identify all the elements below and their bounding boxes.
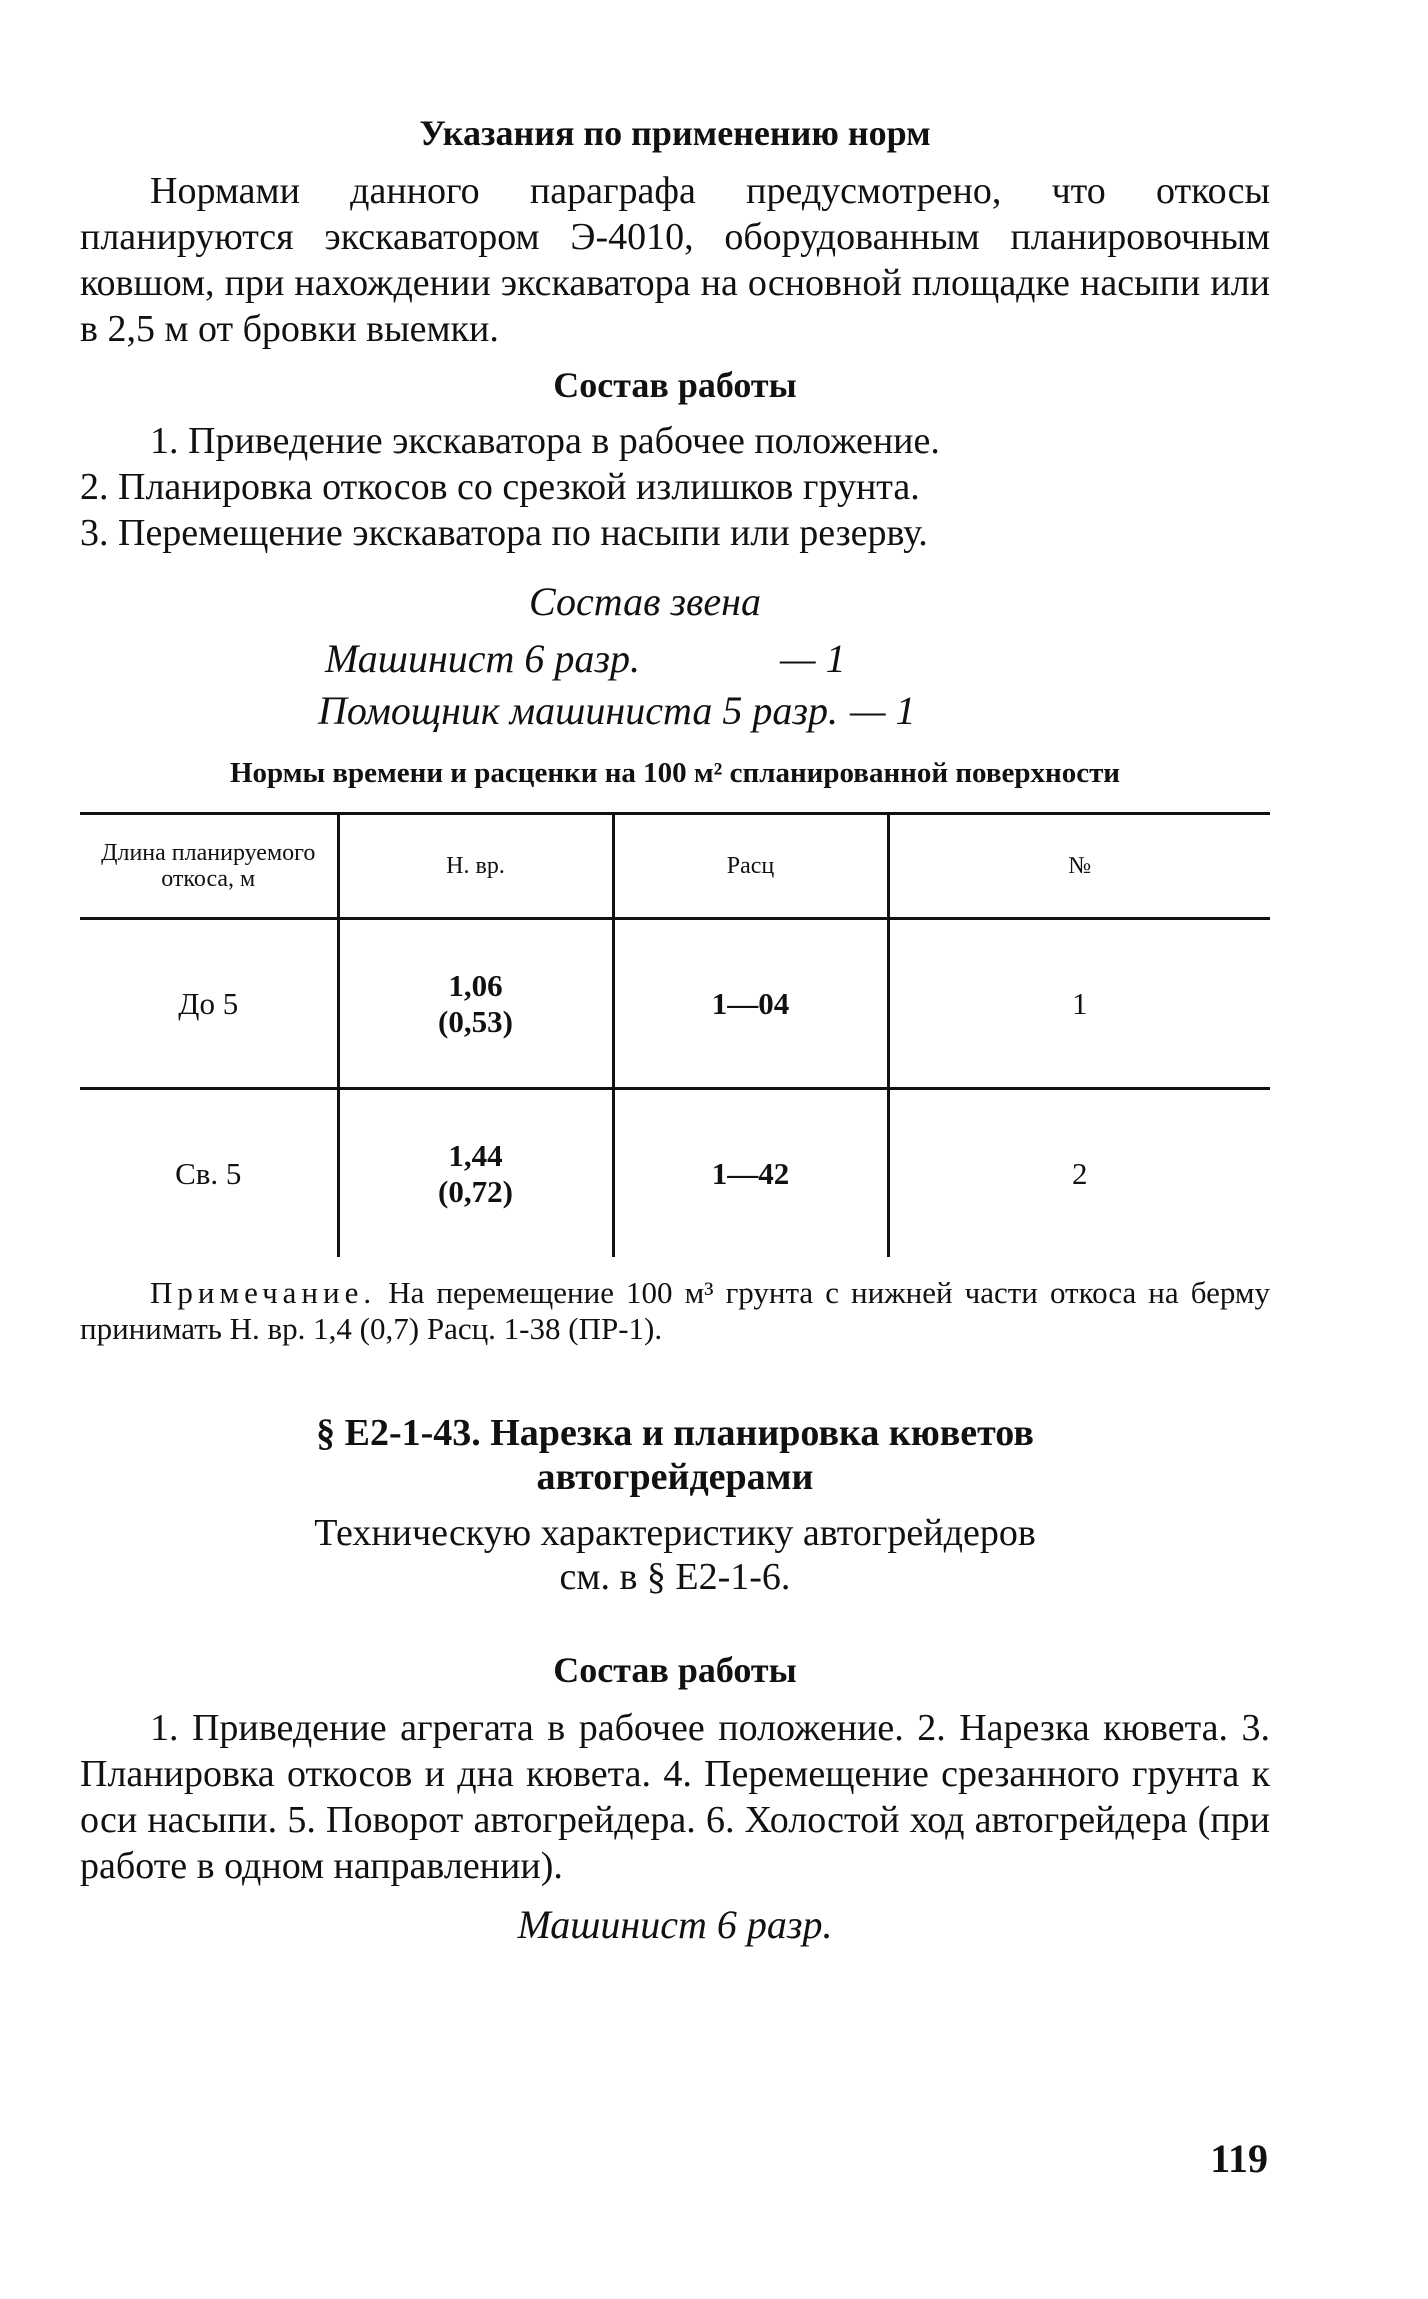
work-item: 2. Планировка откосов со срезкой излишков грунта. — [80, 466, 920, 508]
cell-nvr — [338, 919, 613, 1089]
nvr-value: 1,06 — [448, 967, 503, 1003]
cell-rate: 1—42 — [613, 1089, 888, 1258]
section-title-line: § Е2-1-43. Нарезка и планировка кюветов — [316, 1412, 1034, 1454]
nvr-value: 1,44 — [448, 1137, 503, 1173]
note-label: Примечание. — [150, 1275, 377, 1310]
usage-heading: Указания по применению норм — [419, 113, 931, 153]
col-length-header: Длина планируемого откоса, м — [80, 814, 338, 919]
col-rate-header: Расц — [613, 814, 888, 919]
table-row — [80, 919, 1270, 1089]
cell-nvr — [338, 1089, 613, 1258]
page-number: 119 — [1210, 2136, 1268, 2181]
nvr-value-alt: (0,72) — [438, 1173, 513, 1209]
cell-length: Св. 5 — [80, 1089, 338, 1258]
reference-text — [80, 1511, 1270, 1599]
table-caption: Нормы времени и расценки на 100 м² спланированной поверхности — [229, 757, 1121, 789]
crew-role: Помощник машиниста 5 разр. — [318, 688, 838, 733]
crew-row — [80, 635, 1270, 687]
col-nvr-header: Н. вр. — [338, 814, 613, 919]
cell-rate: 1—04 — [613, 919, 888, 1089]
work-item: 1. Приведение экскаватора в рабочее положение. — [150, 420, 940, 462]
work-heading-2: Состав работы — [553, 1650, 797, 1690]
work-paragraph-2: 1. Приведение агрегата в рабочее положение. 2. Нарезка кювета. 3. Планировка откосов и дна кювета. 4. Перемещение срезанного грунта к оси насыпи. 5. Поворот автогрейдера. 6. Холостой ход автогрейдера (при работе в одном направлении). — [80, 1707, 1270, 1887]
crew-heading: Состав звена — [528, 579, 761, 624]
reference-line: Техническую характеристику автогрейдеров — [314, 1512, 1036, 1554]
norms-table — [80, 812, 1270, 1257]
crew-row — [80, 687, 1270, 739]
table-header-row — [80, 814, 1270, 919]
document-page — [80, 60, 1270, 1948]
note-text: На перемещение 100 м³ грунта с нижней части откоса на берму принимать Н. вр. 1,4 (0,7) Расц. 1-38 (ПР-1). — [80, 1275, 1270, 1346]
section-title-line: автогрейдерами — [536, 1456, 814, 1498]
work-item: 3. Перемещение экскаватора по насыпи или резерву. — [80, 512, 928, 554]
crew-list — [80, 635, 1270, 739]
crew-count: — 1 — [780, 636, 846, 681]
work-heading: Состав работы — [553, 365, 797, 405]
table-row — [80, 1089, 1270, 1258]
reference-line: см. в § Е2-1-6. — [559, 1556, 791, 1598]
section-title — [80, 1411, 1270, 1499]
crew-role: Машинист 6 разр. — [325, 636, 641, 681]
crew-count: — 1 — [849, 688, 916, 733]
usage-paragraph: Нормами данного параграфа предусмотрено, что откосы планируются экскаватором Э-4010, оборудованным планировочным ковшом, при нахождении экскаватора на основной площадке насыпи или в 2,5 м от бровки выемки. — [80, 170, 1270, 350]
table-note — [80, 1275, 1270, 1347]
cell-num: 2 — [1072, 1155, 1088, 1191]
work-list — [80, 418, 1270, 556]
nvr-value-alt: (0,53) — [438, 1003, 513, 1039]
cell-length: До 5 — [80, 919, 338, 1089]
col-num-header: № — [1068, 853, 1092, 879]
cell-num: 1 — [1072, 985, 1088, 1021]
crew-line-2: Машинист 6 разр. — [517, 1902, 833, 1947]
